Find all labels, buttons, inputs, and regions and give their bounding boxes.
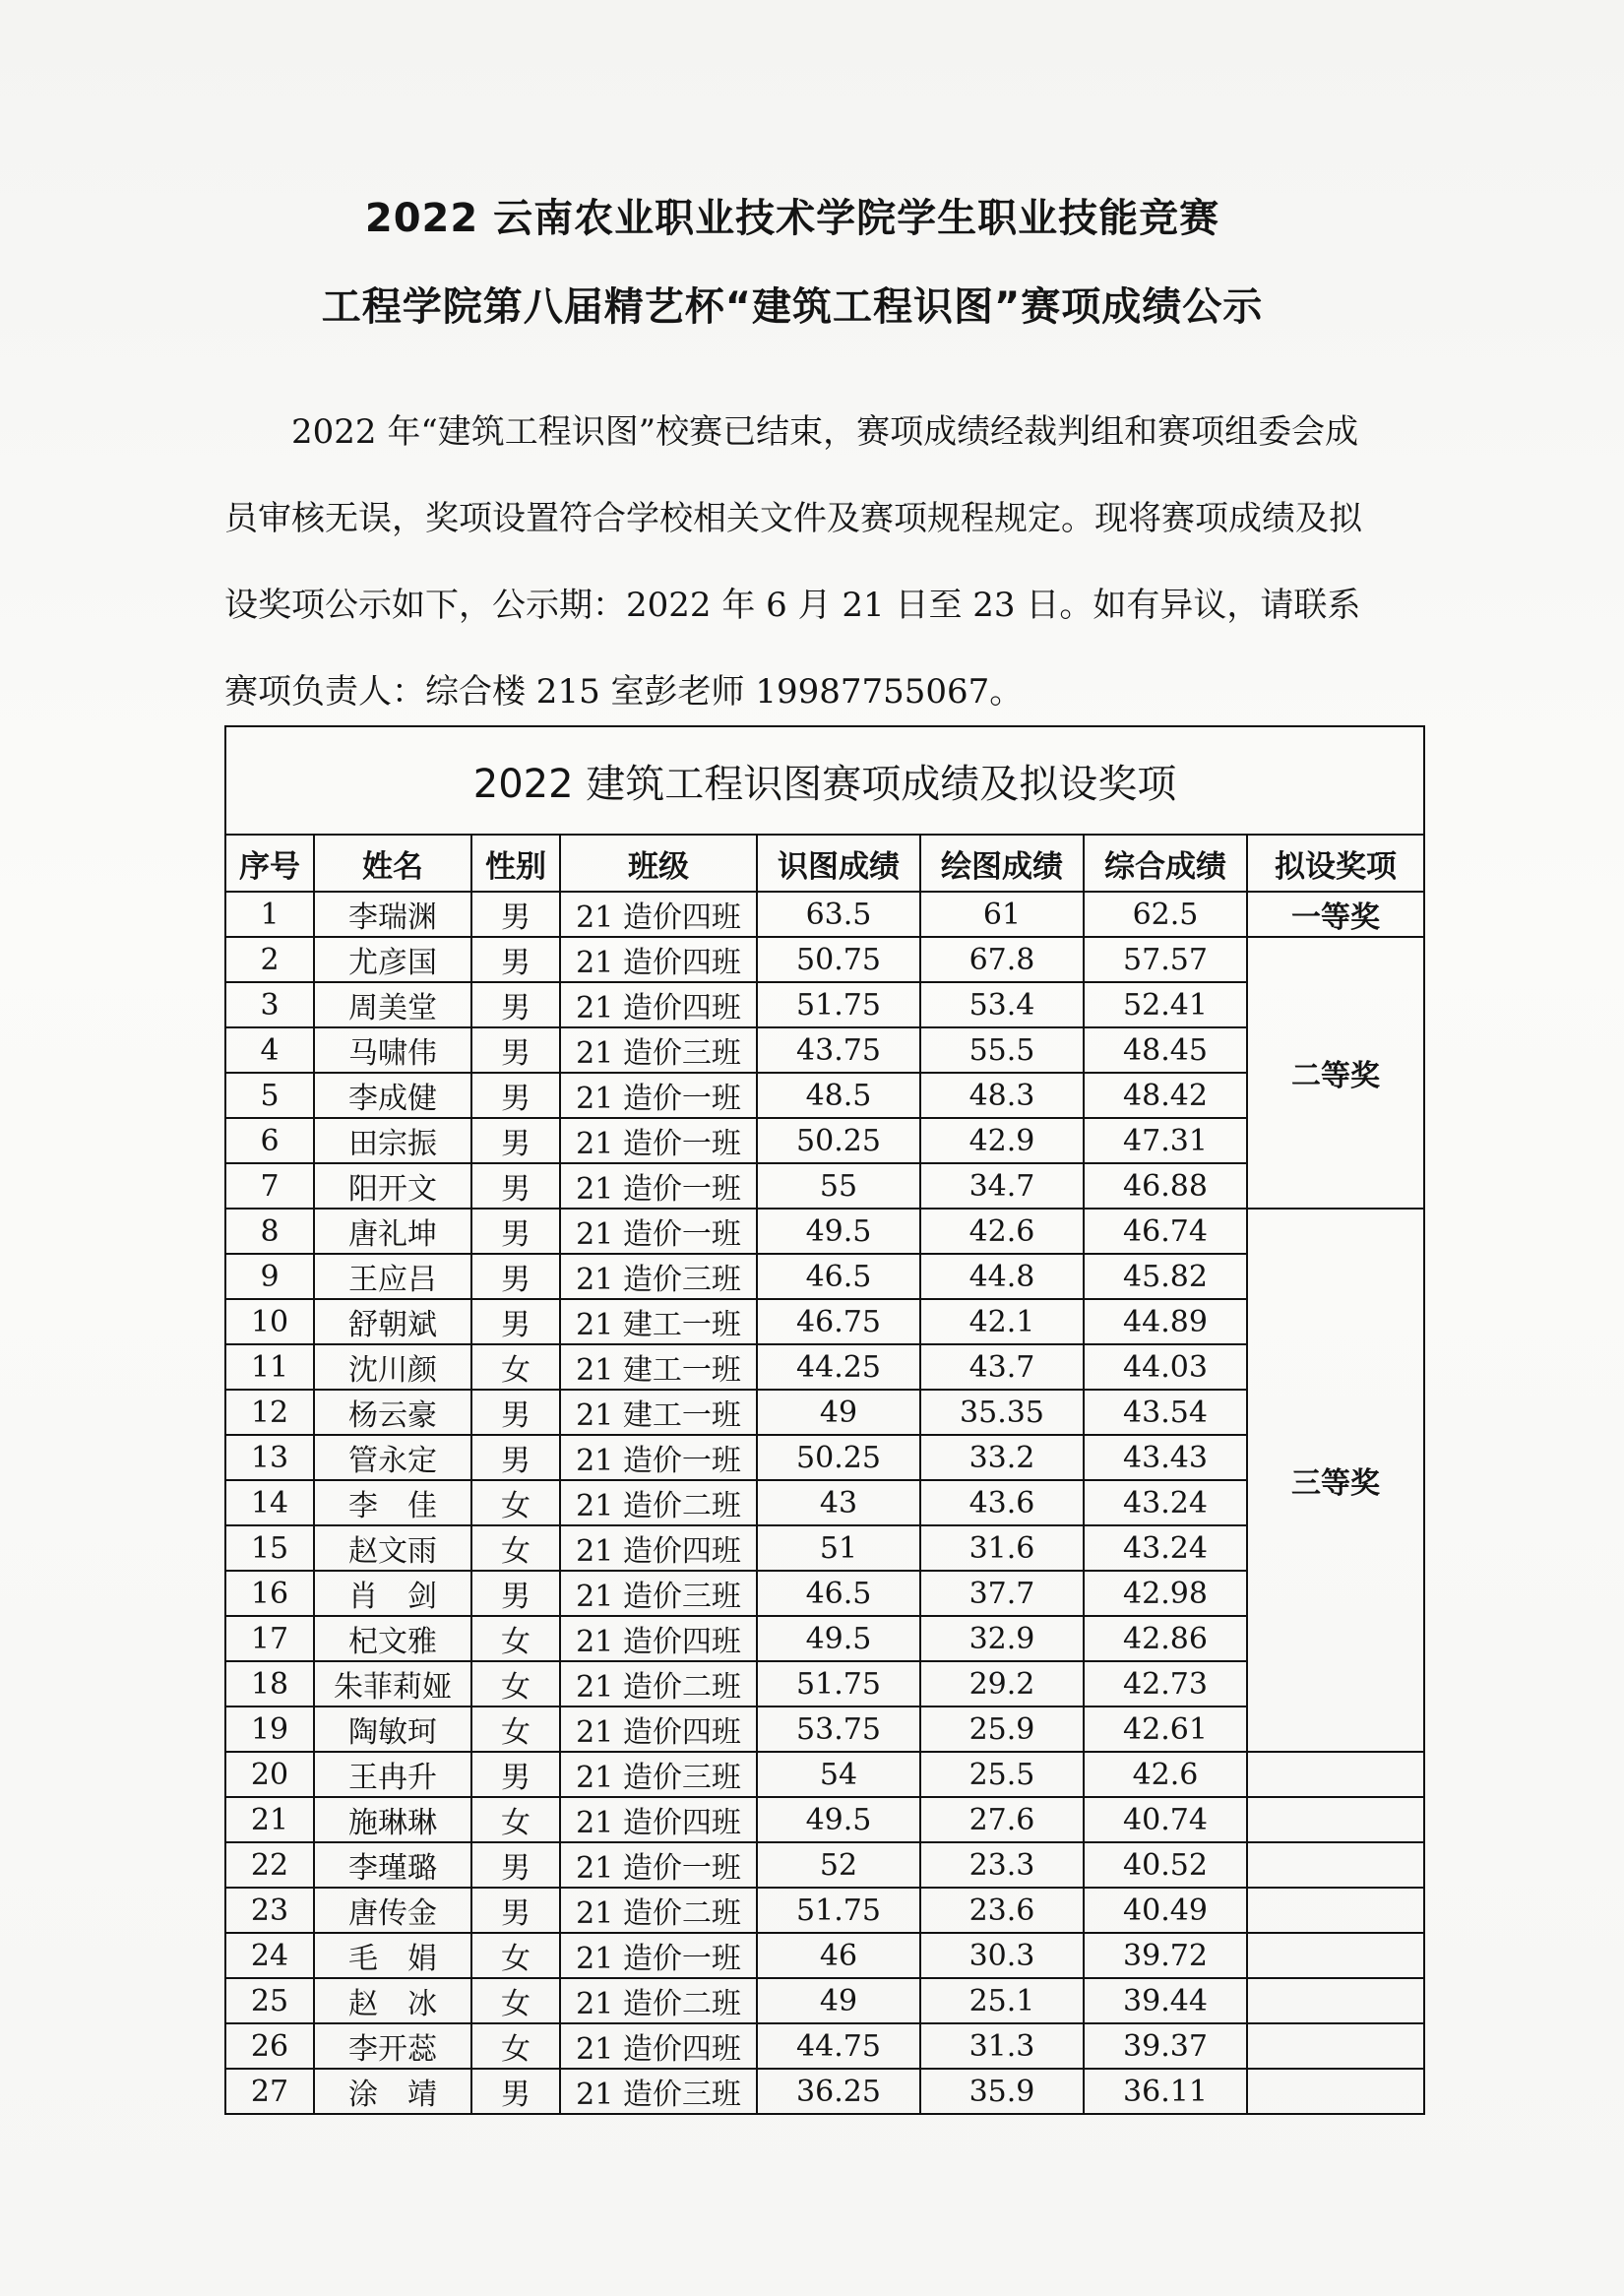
table-cell: 21 造价三班 xyxy=(560,2069,757,2114)
column-header: 序号 xyxy=(225,835,314,892)
table-cell: 21 造价一班 xyxy=(560,1163,757,1209)
table-cell: 男 xyxy=(471,1209,560,1254)
table-cell: 51.75 xyxy=(757,982,920,1027)
table-cell: 31.6 xyxy=(920,1525,1084,1571)
table-cell: 李 佳 xyxy=(314,1480,471,1525)
table-cell: 21 造价三班 xyxy=(560,1254,757,1299)
table-cell: 43.43 xyxy=(1084,1435,1247,1480)
award-cell xyxy=(1247,1888,1424,1933)
table-cell: 21 造价四班 xyxy=(560,892,757,937)
table-cell: 49.5 xyxy=(757,1616,920,1661)
table-cell: 男 xyxy=(471,1163,560,1209)
table-cell: 46.5 xyxy=(757,1571,920,1616)
table-row xyxy=(225,1209,1424,1254)
table-cell: 女 xyxy=(471,1616,560,1661)
table-caption-row xyxy=(225,726,1424,835)
table-cell: 44.8 xyxy=(920,1254,1084,1299)
table-cell: 39.37 xyxy=(1084,2023,1247,2069)
table-cell: 19 xyxy=(225,1706,314,1752)
table-row xyxy=(225,892,1424,937)
table-row xyxy=(225,937,1424,982)
table-cell: 53.4 xyxy=(920,982,1084,1027)
table-row xyxy=(225,1390,1424,1435)
column-header: 识图成绩 xyxy=(757,835,920,892)
table-cell: 36.25 xyxy=(757,2069,920,2114)
table-row xyxy=(225,1842,1424,1888)
table-cell: 男 xyxy=(471,1435,560,1480)
table-row xyxy=(225,1118,1424,1163)
table-cell: 27.6 xyxy=(920,1797,1084,1842)
table-cell: 25 xyxy=(225,1978,314,2023)
table-cell: 7 xyxy=(225,1163,314,1209)
table-row xyxy=(225,1254,1424,1299)
table-cell: 24 xyxy=(225,1933,314,1978)
table-cell: 23 xyxy=(225,1888,314,1933)
table-cell: 杨云豪 xyxy=(314,1390,471,1435)
table-cell: 男 xyxy=(471,1118,560,1163)
award-cell: 一等奖 xyxy=(1247,892,1424,937)
table-cell: 男 xyxy=(471,1254,560,1299)
table-row xyxy=(225,1163,1424,1209)
table-cell: 李瑞渊 xyxy=(314,892,471,937)
table-cell: 管永定 xyxy=(314,1435,471,1480)
table-cell: 2 xyxy=(225,937,314,982)
table-cell: 男 xyxy=(471,937,560,982)
table-cell: 男 xyxy=(471,1842,560,1888)
table-cell: 男 xyxy=(471,1888,560,1933)
table-cell: 14 xyxy=(225,1480,314,1525)
table-cell: 21 造价三班 xyxy=(560,1752,757,1797)
table-cell: 40.52 xyxy=(1084,1842,1247,1888)
table-cell: 女 xyxy=(471,1344,560,1390)
table-cell: 施琳琳 xyxy=(314,1797,471,1842)
table-cell: 21 造价二班 xyxy=(560,1978,757,2023)
table-cell: 男 xyxy=(471,1073,560,1118)
table-cell: 阳开文 xyxy=(314,1163,471,1209)
table-cell: 50.75 xyxy=(757,937,920,982)
table-cell: 40.74 xyxy=(1084,1797,1247,1842)
table-cell: 50.25 xyxy=(757,1118,920,1163)
table-cell: 23.6 xyxy=(920,1888,1084,1933)
table-cell: 尤彦国 xyxy=(314,937,471,982)
table-cell: 女 xyxy=(471,1978,560,2023)
award-cell xyxy=(1247,1933,1424,1978)
table-cell: 43.6 xyxy=(920,1480,1084,1525)
table-cell: 21 建工一班 xyxy=(560,1390,757,1435)
table-cell: 男 xyxy=(471,1571,560,1616)
table-row xyxy=(225,1480,1424,1525)
table-cell: 女 xyxy=(471,1661,560,1706)
table-cell: 43.24 xyxy=(1084,1525,1247,1571)
award-cell xyxy=(1247,1978,1424,2023)
table-cell: 男 xyxy=(471,1752,560,1797)
table-cell: 37.7 xyxy=(920,1571,1084,1616)
table-body xyxy=(225,892,1424,2114)
table-cell: 肖 剑 xyxy=(314,1571,471,1616)
table-cell: 48.5 xyxy=(757,1073,920,1118)
table-cell: 女 xyxy=(471,1706,560,1752)
table-row xyxy=(225,1299,1424,1344)
table-cell: 李瑾璐 xyxy=(314,1842,471,1888)
table-cell: 52 xyxy=(757,1842,920,1888)
table-cell: 男 xyxy=(471,1027,560,1073)
table-row xyxy=(225,1888,1424,1933)
table-cell: 涂 靖 xyxy=(314,2069,471,2114)
table-cell: 21 xyxy=(225,1797,314,1842)
award-cell xyxy=(1247,1842,1424,1888)
table-cell: 43.7 xyxy=(920,1344,1084,1390)
table-row xyxy=(225,1797,1424,1842)
table-cell: 5 xyxy=(225,1073,314,1118)
intro-paragraph: 2022 年“建筑工程识图”校赛已结束，赛项成绩经裁判组和赛项组委会成员审核无误，奖项设置符合学校相关文件及赛项规程规定。现将赛项成绩及拟设奖项公示如下，公示期：2022 年 6 月 21 日至 23 日。如有异议，请联系赛项负责人：综合楼 215 室彭老师 19987755067。 xyxy=(224,412,1362,712)
table-cell: 25.1 xyxy=(920,1978,1084,2023)
award-cell xyxy=(1247,2069,1424,2114)
document-title-line2: 工程学院第八届精艺杯“建筑工程识图”赛项成绩公示 xyxy=(321,284,1264,330)
table-cell: 44.89 xyxy=(1084,1299,1247,1344)
table-cell: 67.8 xyxy=(920,937,1084,982)
table-cell: 王冉升 xyxy=(314,1752,471,1797)
table-cell: 42.61 xyxy=(1084,1706,1247,1752)
table-cell: 9 xyxy=(225,1254,314,1299)
table-cell: 36.11 xyxy=(1084,2069,1247,2114)
table-cell: 赵 冰 xyxy=(314,1978,471,2023)
table-cell: 王应吕 xyxy=(314,1254,471,1299)
table-cell: 女 xyxy=(471,2023,560,2069)
table-cell: 舒朝斌 xyxy=(314,1299,471,1344)
table-cell: 27 xyxy=(225,2069,314,2114)
table-cell: 21 造价四班 xyxy=(560,1525,757,1571)
award-cell xyxy=(1247,1797,1424,1842)
table-cell: 21 造价四班 xyxy=(560,1616,757,1661)
award-cell: 三等奖 xyxy=(1247,1209,1424,1752)
table-cell: 42.9 xyxy=(920,1118,1084,1163)
table-row xyxy=(225,2069,1424,2114)
table-cell: 49.5 xyxy=(757,1797,920,1842)
table-cell: 44.03 xyxy=(1084,1344,1247,1390)
table-cell: 46.74 xyxy=(1084,1209,1247,1254)
table-row xyxy=(225,1706,1424,1752)
table-cell: 21 造价一班 xyxy=(560,1435,757,1480)
table-cell: 21 建工一班 xyxy=(560,1299,757,1344)
table-cell: 32.9 xyxy=(920,1616,1084,1661)
table-cell: 42.86 xyxy=(1084,1616,1247,1661)
table-row xyxy=(225,1435,1424,1480)
table-header-row xyxy=(225,835,1424,892)
table-cell: 62.5 xyxy=(1084,892,1247,937)
table-cell: 49 xyxy=(757,1390,920,1435)
table-cell: 李成健 xyxy=(314,1073,471,1118)
table-row xyxy=(225,1933,1424,1978)
table-cell: 21 造价一班 xyxy=(560,1073,757,1118)
table-row xyxy=(225,1525,1424,1571)
column-header: 拟设奖项 xyxy=(1247,835,1424,892)
table-cell: 31.3 xyxy=(920,2023,1084,2069)
table-cell: 35.35 xyxy=(920,1390,1084,1435)
table-cell: 女 xyxy=(471,1525,560,1571)
document-title-line1: 2022 云南农业职业技术学院学生职业技能竞赛 xyxy=(364,196,1220,241)
table-row xyxy=(225,982,1424,1027)
table-cell: 43.54 xyxy=(1084,1390,1247,1435)
table-cell: 1 xyxy=(225,892,314,937)
table-cell: 54 xyxy=(757,1752,920,1797)
award-cell xyxy=(1247,2023,1424,2069)
table-cell: 34.7 xyxy=(920,1163,1084,1209)
table-cell: 12 xyxy=(225,1390,314,1435)
table-cell: 44.25 xyxy=(757,1344,920,1390)
table-cell: 39.72 xyxy=(1084,1933,1247,1978)
table-cell: 50.25 xyxy=(757,1435,920,1480)
table-row xyxy=(225,1661,1424,1706)
table-cell: 57.57 xyxy=(1084,937,1247,982)
table-caption: 2022 建筑工程识图赛项成绩及拟设奖项 xyxy=(225,726,1424,835)
table-cell: 周美堂 xyxy=(314,982,471,1027)
table-cell: 男 xyxy=(471,1390,560,1435)
table-cell: 21 造价一班 xyxy=(560,1118,757,1163)
table-cell: 30.3 xyxy=(920,1933,1084,1978)
scores-table xyxy=(224,725,1425,2115)
table-cell: 男 xyxy=(471,1299,560,1344)
table-cell: 25.5 xyxy=(920,1752,1084,1797)
table-cell: 21 造价四班 xyxy=(560,1797,757,1842)
table-cell: 马啸伟 xyxy=(314,1027,471,1073)
table-cell: 42.1 xyxy=(920,1299,1084,1344)
table-cell: 20 xyxy=(225,1752,314,1797)
table-cell: 46.88 xyxy=(1084,1163,1247,1209)
award-cell: 二等奖 xyxy=(1247,937,1424,1209)
table-cell: 陶敏珂 xyxy=(314,1706,471,1752)
table-cell: 47.31 xyxy=(1084,1118,1247,1163)
table-cell: 10 xyxy=(225,1299,314,1344)
table-cell: 女 xyxy=(471,1797,560,1842)
table-cell: 49 xyxy=(757,1978,920,2023)
table-cell: 51.75 xyxy=(757,1661,920,1706)
table-cell: 4 xyxy=(225,1027,314,1073)
table-cell: 42.6 xyxy=(920,1209,1084,1254)
table-cell: 朱菲莉娅 xyxy=(314,1661,471,1706)
table-cell: 53.75 xyxy=(757,1706,920,1752)
table-cell: 45.82 xyxy=(1084,1254,1247,1299)
table-cell: 11 xyxy=(225,1344,314,1390)
table-cell: 46.5 xyxy=(757,1254,920,1299)
table-cell: 赵文雨 xyxy=(314,1525,471,1571)
column-header: 综合成绩 xyxy=(1084,835,1247,892)
table-cell: 55 xyxy=(757,1163,920,1209)
table-cell: 21 造价四班 xyxy=(560,937,757,982)
table-cell: 25.9 xyxy=(920,1706,1084,1752)
table-cell: 18 xyxy=(225,1661,314,1706)
table-cell: 52.41 xyxy=(1084,982,1247,1027)
table-cell: 40.49 xyxy=(1084,1888,1247,1933)
table-cell: 51.75 xyxy=(757,1888,920,1933)
table-cell: 田宗振 xyxy=(314,1118,471,1163)
table-cell: 55.5 xyxy=(920,1027,1084,1073)
table-cell: 李开蕊 xyxy=(314,2023,471,2069)
column-header: 姓名 xyxy=(314,835,471,892)
table-cell: 21 造价三班 xyxy=(560,1571,757,1616)
table-cell: 21 造价一班 xyxy=(560,1209,757,1254)
table-cell: 13 xyxy=(225,1435,314,1480)
table-cell: 男 xyxy=(471,982,560,1027)
table-row xyxy=(225,1571,1424,1616)
table-cell: 26 xyxy=(225,2023,314,2069)
table-cell: 21 造价四班 xyxy=(560,1706,757,1752)
table-cell: 21 造价二班 xyxy=(560,1888,757,1933)
table-cell: 毛 娟 xyxy=(314,1933,471,1978)
table-cell: 男 xyxy=(471,892,560,937)
table-cell: 42.73 xyxy=(1084,1661,1247,1706)
table-cell: 21 造价一班 xyxy=(560,1933,757,1978)
table-cell: 21 造价一班 xyxy=(560,1842,757,1888)
table-row xyxy=(225,1073,1424,1118)
column-header: 绘图成绩 xyxy=(920,835,1084,892)
table-cell: 48.3 xyxy=(920,1073,1084,1118)
table-cell: 22 xyxy=(225,1842,314,1888)
table-cell: 43 xyxy=(757,1480,920,1525)
table-cell: 沈川颜 xyxy=(314,1344,471,1390)
table-cell: 46.75 xyxy=(757,1299,920,1344)
table-cell: 63.5 xyxy=(757,892,920,937)
table-cell: 61 xyxy=(920,892,1084,937)
column-header: 班级 xyxy=(560,835,757,892)
table-cell: 男 xyxy=(471,2069,560,2114)
table-cell: 29.2 xyxy=(920,1661,1084,1706)
table-cell: 23.3 xyxy=(920,1842,1084,1888)
table-cell: 46 xyxy=(757,1933,920,1978)
table-cell: 3 xyxy=(225,982,314,1027)
table-cell: 39.44 xyxy=(1084,1978,1247,2023)
table-row xyxy=(225,1344,1424,1390)
table-cell: 15 xyxy=(225,1525,314,1571)
table-cell: 21 造价四班 xyxy=(560,2023,757,2069)
table-row xyxy=(225,1752,1424,1797)
table-row xyxy=(225,1027,1424,1073)
table-cell: 17 xyxy=(225,1616,314,1661)
table-cell: 35.9 xyxy=(920,2069,1084,2114)
table-cell: 51 xyxy=(757,1525,920,1571)
table-cell: 44.75 xyxy=(757,2023,920,2069)
table-cell: 21 建工一班 xyxy=(560,1344,757,1390)
table-cell: 21 造价四班 xyxy=(560,982,757,1027)
table-cell: 42.98 xyxy=(1084,1571,1247,1616)
table-cell: 33.2 xyxy=(920,1435,1084,1480)
table-cell: 43.24 xyxy=(1084,1480,1247,1525)
table-cell: 女 xyxy=(471,1480,560,1525)
table-cell: 21 造价二班 xyxy=(560,1661,757,1706)
table-cell: 48.45 xyxy=(1084,1027,1247,1073)
table-cell: 16 xyxy=(225,1571,314,1616)
table-cell: 43.75 xyxy=(757,1027,920,1073)
table-cell: 8 xyxy=(225,1209,314,1254)
table-cell: 女 xyxy=(471,1933,560,1978)
table-row xyxy=(225,2023,1424,2069)
table-cell: 21 造价三班 xyxy=(560,1027,757,1073)
table-row xyxy=(225,1616,1424,1661)
table-row xyxy=(225,1978,1424,2023)
table-cell: 48.42 xyxy=(1084,1073,1247,1118)
table-cell: 唐礼坤 xyxy=(314,1209,471,1254)
column-header: 性别 xyxy=(471,835,560,892)
table-cell: 唐传金 xyxy=(314,1888,471,1933)
award-cell xyxy=(1247,1752,1424,1797)
table-cell: 42.6 xyxy=(1084,1752,1247,1797)
table-cell: 杞文雅 xyxy=(314,1616,471,1661)
intro-paragraph-block xyxy=(224,389,1376,735)
table-cell: 6 xyxy=(225,1118,314,1163)
table-cell: 49.5 xyxy=(757,1209,920,1254)
table-cell: 21 造价二班 xyxy=(560,1480,757,1525)
